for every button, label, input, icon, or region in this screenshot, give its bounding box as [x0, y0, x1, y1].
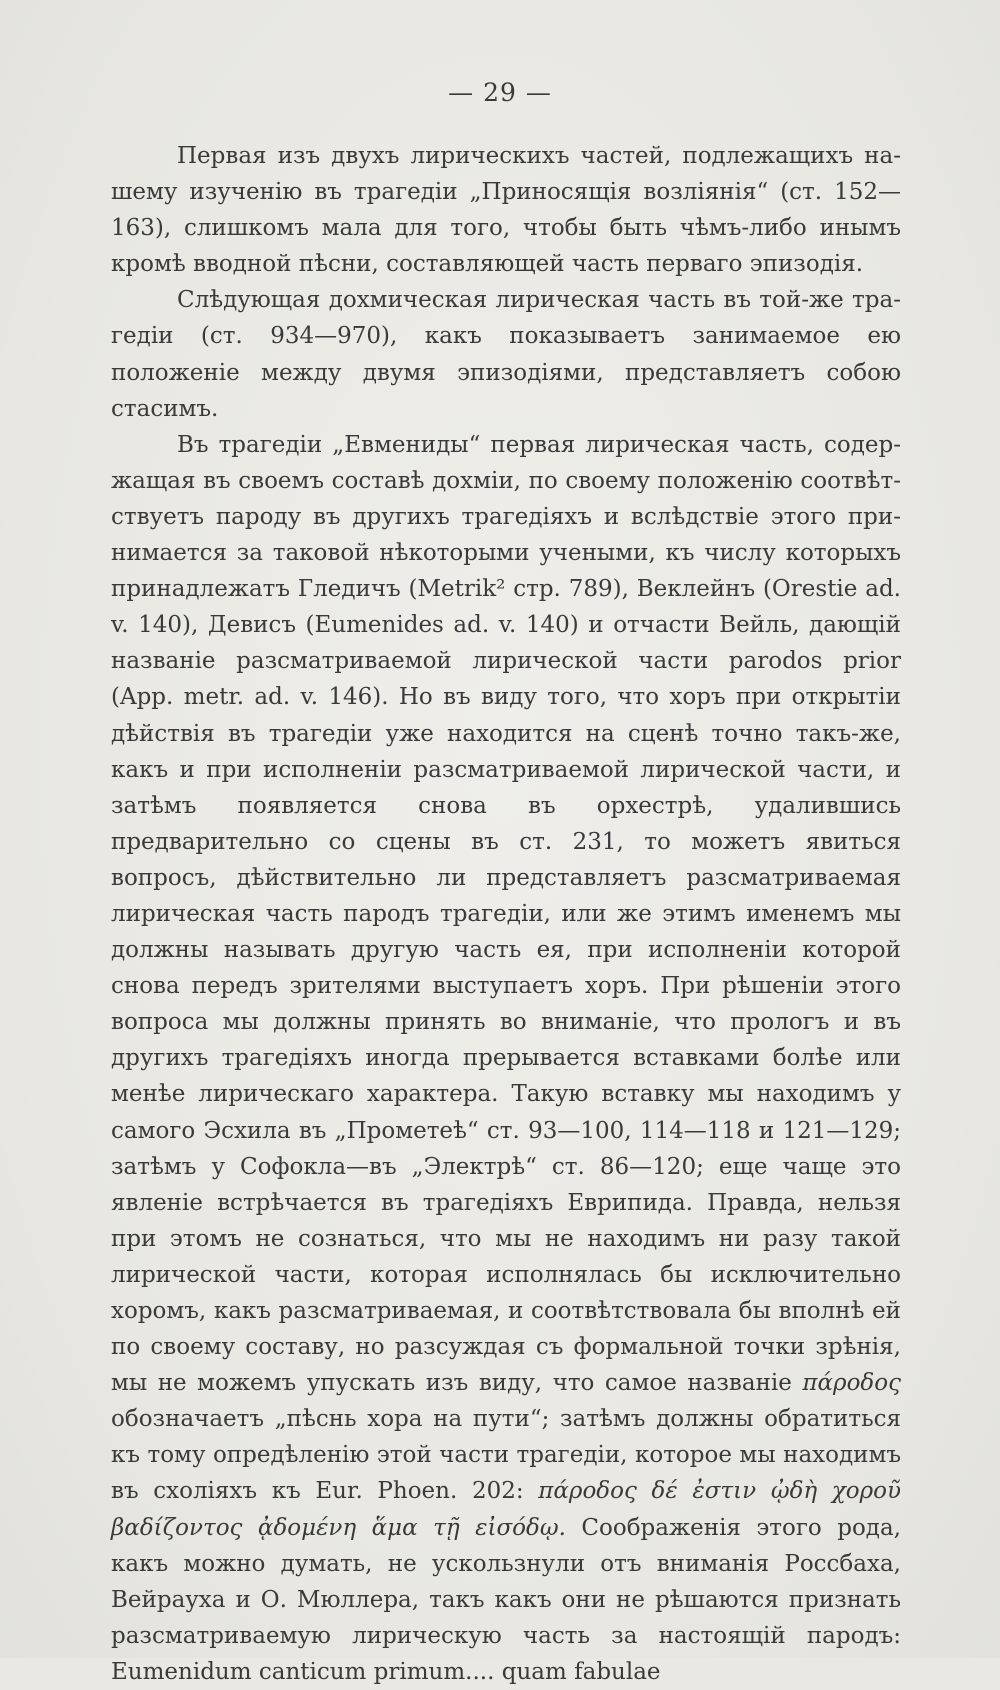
paragraph-1	[111, 138, 901, 282]
paragraph-3	[111, 427, 901, 1690]
paragraph-3-end: Соображенія этого рода, какъ можно думать, не ускользнули отъ вниманія Россбаха, Вейрауха и О. Мюллера, такъ какъ они не рѣшаются признать разсматриваемую лирическую часть за настоящій пародъ: Eumenidum canticum primum.... quam fabulae	[111, 1514, 901, 1685]
greek-scholion-quote: πάροδος δέ ἐστιν ᾠδὴ χοροῦ βαδίζοντος ᾀδομένη ἅμα τῇ εἰσόδῳ.	[111, 1478, 902, 1541]
paragraph-2	[111, 282, 901, 426]
paragraph-2-text: Слѣдующая дохмическая лирическая часть въ той-же трагедіи (ст. 934—970), какъ показываетъ занимаемое ею положеніе между двумя эпизодіями, представляетъ собою стасимъ.	[111, 287, 901, 422]
greek-term-parodos: πάροδος	[802, 1370, 901, 1397]
body-text	[111, 138, 901, 1690]
paragraph-3-text: Въ трагедіи „Евмениды“ первая лирическая часть, содержащая въ своемъ составѣ дохміи, по своему положенію соотвѣтствуетъ пароду въ другихъ трагедіяхъ и вслѣдствіе этого принимается за таковой нѣкоторыми учеными, къ числу которыхъ принадлежатъ Гледичъ (Metrik² стр. 789), Веклейнъ (Orestie ad. v. 140), Девисъ (Eumenides ad. v. 140) и отчасти Вейль, дающій названіе разсматриваемой лирической части parodos prior (App. metr. ad. v. 146). Но въ виду того, что хоръ при открытіи дѣйствія въ трагедіи уже находится на сценѣ точно такъ-же, какъ и при исполненіи разсматриваемой лирической части, и затѣмъ появляется снова въ орхестрѣ, удалившись предварительно со сцены въ ст. 231, то можетъ явиться вопросъ, дѣйствительно ли представляетъ разсматриваемая лирическая часть пародъ трагедіи, или же этимъ именемъ мы должны называть другую часть ея, при исполненіи которой снова передъ зрителями выступаетъ хоръ. При рѣшеніи этого вопроса мы должны принять во вниманіе, что прологъ и въ другихъ трагедіяхъ иногда прерывается вставками болѣе или менѣе лирическаго характера. Такую вставку мы находимъ у самого Эсхила въ „Прометеѣ“ ст. 93—100, 114—118 и 121—129; затѣмъ у Софокла—въ „Электрѣ“ ст. 86—120; еще чаще это явленіе встрѣчается въ трагедіяхъ Еврипида. Правда, нельзя при этомъ не сознаться, что мы не находимъ ни разу такой лирической части, которая исполнялась бы исключительно хоромъ, какъ разсматриваемая, и соотвѣтствовала бы вполнѣ ей по своему составу, но разсуждая съ формальной точки зрѣнія, мы не можемъ упускать изъ виду, что самое названіе	[111, 431, 901, 1397]
page-number: — 29 —	[448, 78, 552, 107]
paragraph-3-middle: обозначаетъ „пѣснь хора на пути“; затѣмъ должны обратиться къ тому опредѣленію этой части трагедіи, которое мы находимъ въ схоліяхъ къ Eur. Phoen. 202:	[111, 1406, 901, 1505]
paragraph-1-text: Первая изъ двухъ лирическихъ частей, подлежащихъ нашему изученію въ трагедіи „Приносящія возліянія“ (ст. 152—163), слишкомъ мала для того, чтобы быть чѣмъ-либо инымъ кромѣ вводной пѣсни, составляющей часть перваго эпизодія.	[111, 143, 901, 278]
